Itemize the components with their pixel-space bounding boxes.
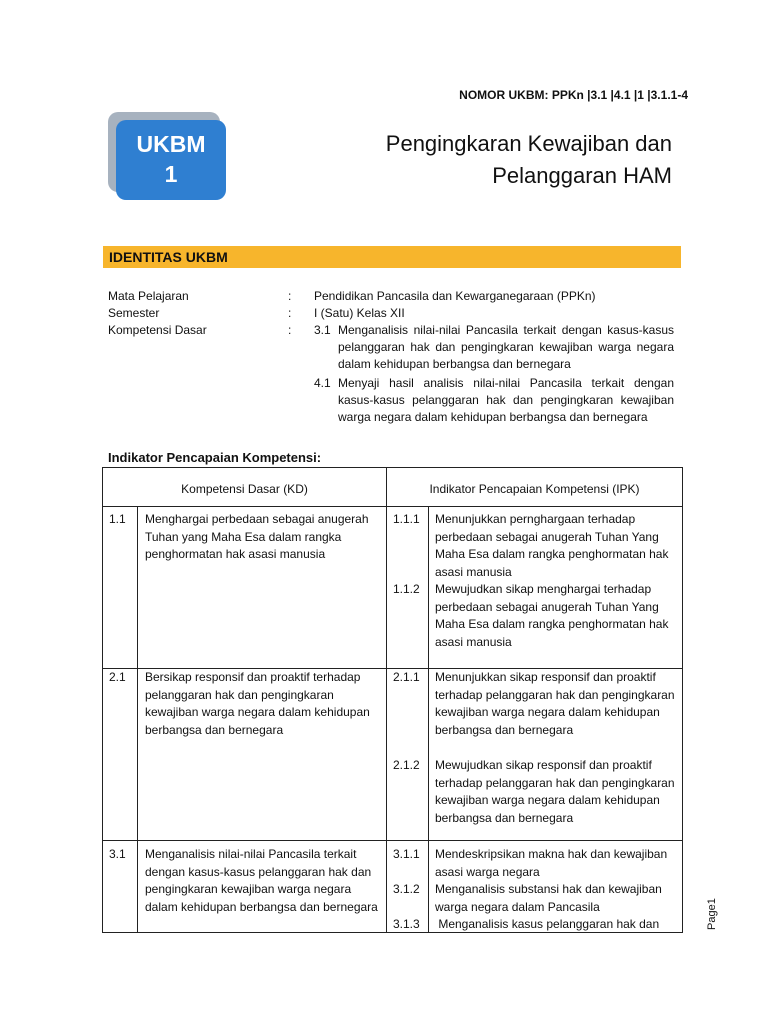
kd-item	[314, 322, 674, 373]
kd-item-number: 3.1	[314, 323, 331, 337]
ipk-number: 1.1.1	[393, 512, 420, 526]
meta-value-semester: I (Satu) Kelas XII	[314, 306, 405, 320]
meta-colon: :	[288, 306, 292, 320]
kd-item-text: Menganalisis nilai-nilai Pancasila terkait dengan kasus-kasus pelanggaran hak dan pengingkaran kewajiban warga negara dalam kehidupan berbangsa dan bernegara	[338, 323, 674, 371]
table-divider-ipk-num	[428, 506, 429, 932]
kd-item	[314, 375, 674, 426]
ipk-description: Menunjukkan pernghargaan terhadap perbedaan sebagai anugerah Tuhan Yang Maha Esa dalam rangka penghormatan hak asasi manusia	[435, 512, 669, 579]
table-row-border	[103, 840, 682, 841]
meta-colon: :	[288, 323, 292, 337]
ipk-number: 3.1.3	[393, 917, 420, 931]
kd-number: 1.1	[109, 512, 126, 526]
ipk-number: 3.1.1	[393, 847, 420, 861]
kd-description: Menghargai perbedaan sebagai anugerah Tuhan yang Maha Esa dalam rangka penghormatan hak asasi manusia	[145, 512, 369, 561]
ipk-description: Mendeskripsikan makna hak dan kewajiban asasi warga negara	[435, 847, 668, 879]
kd-description: Bersikap responsif dan proaktif terhadap pelanggaran hak dan pengingkaran kewajiban warga negara dalam kehidupan berbangsa dan bernegara	[145, 670, 370, 737]
meta-label-semester: Semester	[108, 306, 160, 320]
ipk-heading: Indikator Pencapaian Kompetensi:	[108, 450, 322, 465]
ukbm-logo	[116, 120, 226, 200]
table-header-border	[103, 506, 682, 507]
ipk-description: Menganalisis kasus pelanggaran hak dan	[435, 917, 660, 931]
column-header-kd: Kompetensi Dasar (KD)	[181, 482, 308, 496]
logo-line2: 1	[164, 161, 178, 187]
title-line1: Pengingkaran Kewajiban dan	[385, 131, 672, 156]
kd-description: Menganalisis nilai-nilai Pancasila terkait dengan kasus-kasus pelanggaran hak dan pengingkaran kewajiban warga negara dalam kehidupan berbangsa dan bernegara	[145, 847, 378, 914]
table-divider-kd-num	[137, 506, 138, 932]
identity-heading: IDENTITAS UKBM	[109, 249, 228, 265]
ipk-number: 1.1.2	[393, 582, 420, 596]
meta-value-subject: Pendidikan Pancasila dan Kewarganegaraan (PPKn)	[314, 289, 596, 303]
document-title	[340, 128, 672, 192]
ipk-number: 3.1.2	[393, 882, 420, 896]
ipk-description: Menganalisis substansi hak dan kewajiban warga negara dalam Pancasila	[435, 882, 662, 914]
kd-number: 3.1	[109, 847, 126, 861]
ipk-description: Mewujudkan sikap menghargai terhadap perbedaan sebagai anugerah Tuhan Yang Maha Esa dalam rangka penghormatan hak asasi manusia	[435, 582, 669, 649]
ipk-table	[102, 467, 683, 933]
ipk-number: 2.1.1	[393, 670, 420, 684]
logo-line1: UKBM	[136, 131, 206, 157]
ipk-number: 2.1.2	[393, 758, 420, 772]
kd-item-text: Menyaji hasil analisis nilai-nilai Pancasila terkait dengan kasus-kasus pelanggaran hak dan pengingkaran kewajiban warga negara dalam kehidupan berbangsa dan bernegara	[338, 376, 674, 424]
kd-number: 2.1	[109, 670, 126, 684]
title-line2: Pelanggaran HAM	[492, 163, 672, 188]
identity-heading-bar	[103, 246, 681, 268]
page-number-label: Page1	[706, 898, 718, 930]
meta-label-kd: Kompetensi Dasar	[108, 323, 207, 337]
table-divider-main	[386, 468, 387, 932]
column-header-ipk: Indikator Pencapaian Kompetensi (IPK)	[429, 482, 640, 496]
kd-item-number: 4.1	[314, 376, 331, 390]
ukbm-number: NOMOR UKBM: PPKn |3.1 |4.1 |1 |3.1.1-4	[459, 88, 688, 102]
ipk-description: Mewujudkan sikap responsif dan proaktif terhadap pelanggaran hak dan pengingkaran kewajiban warga negara dalam kehidupan berbangsa dan bernegara	[435, 758, 675, 825]
ipk-description: Menunjukkan sikap responsif dan proaktif terhadap pelanggaran hak dan pengingkaran kewajiban warga negara dalam kehidupan berbangsa dan bernegara	[435, 670, 675, 737]
meta-colon: :	[288, 289, 292, 303]
meta-label-subject: Mata Pelajaran	[108, 289, 189, 303]
